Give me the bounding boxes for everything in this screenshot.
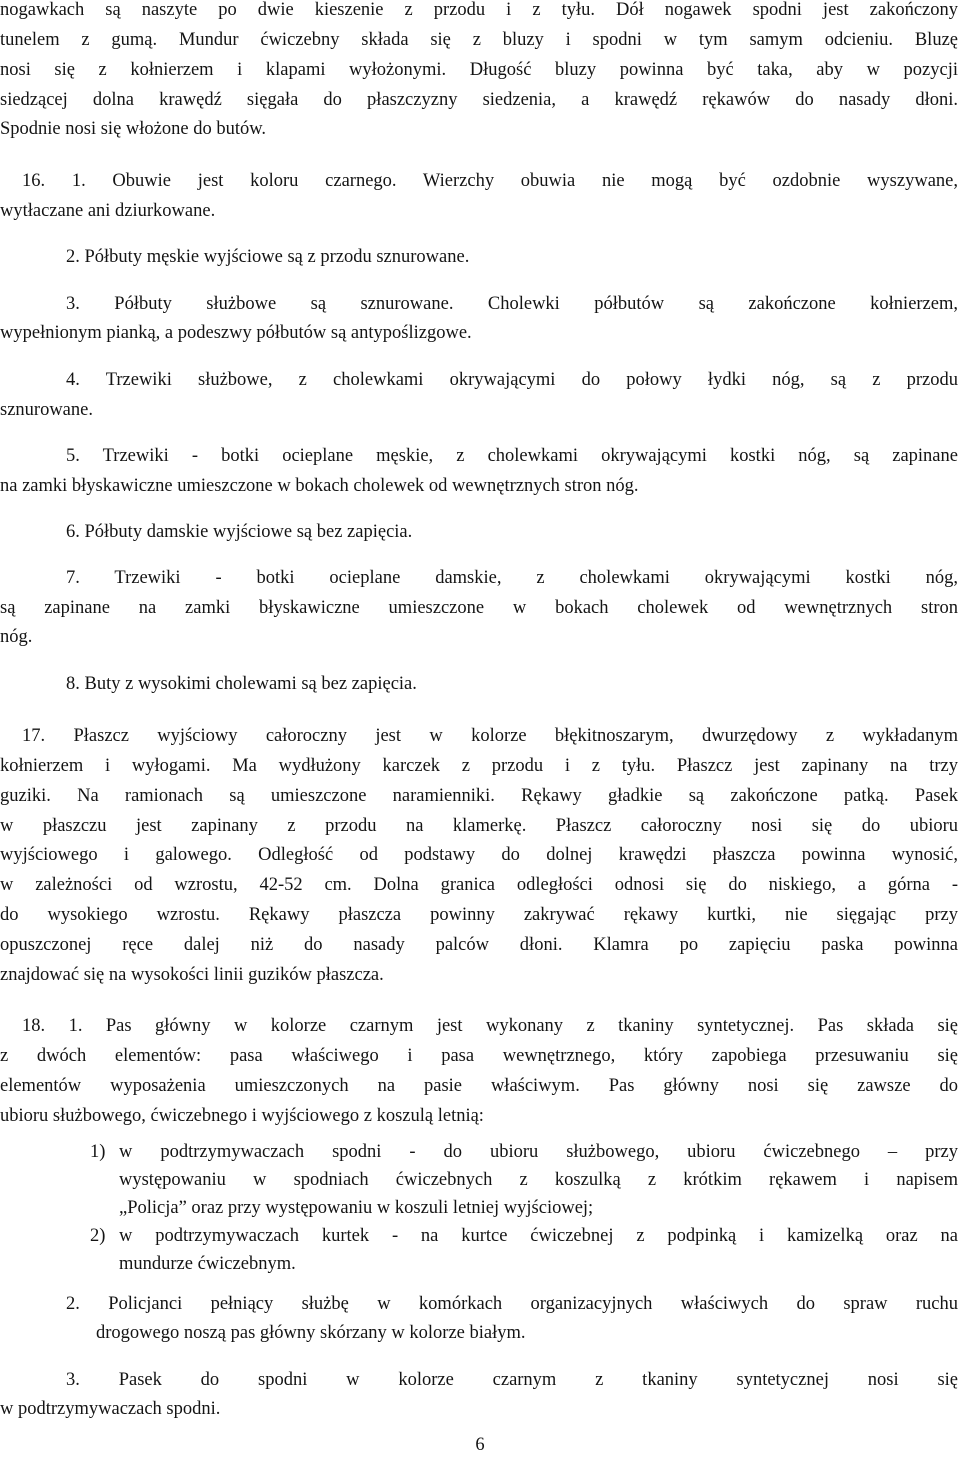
section-17-line: do wysokiego wzrostu. Rękawy płaszcza powinny zakrywać rękawy kurtki, nie sięgając przy [0,905,958,925]
section-18-item-2-line: drogowego noszą pas główny skórzany w kolorze białym. [96,1323,526,1343]
section-17-line: znajdować się na wysokości linii guzików płaszcza. [0,965,384,985]
sublist-item-2-line: mundurze ćwiczebnym. [119,1254,296,1274]
text-line: nosi się z kołnierzem i klapami wyłożonymi. Długość bluzy powinna być taka, aby w pozycji [0,60,958,80]
section-18-item-1-line: z dwóch elementów: pasa właściwego i pasa wewnętrznego, który zapobiega przesuwaniu się [0,1046,958,1066]
section-16-item-5-line: 5. Trzewiki - botki ocieplane męskie, z cholewkami okrywającymi kostki nóg, są zapinane [66,446,958,466]
section-16-item-6: 6. Półbuty damskie wyjściowe są bez zapięcia. [66,522,413,542]
section-18-item-1-line: 18. 1. Pas główny w kolorze czarnym jest wykonany z tkaniny syntetycznej. Pas składa się [22,1016,958,1036]
section-17-line: 17. Płaszcz wyjściowy całoroczny jest w kolorze błękitnoszarym, dwurzędowy z wykładanym [22,726,958,746]
section-16-item-7-line: są zapinane na zamki błyskawiczne umieszczone w bokach cholewek od wewnętrznych stron [0,598,958,618]
section-16-item-1-line: 16. 1. Obuwie jest koloru czarnego. Wierzchy obuwia nie mogą być ozdobnie wyszywane, [22,171,958,191]
sublist-item-2-line: w podtrzymywaczach kurtek - na kurtce ćwiczebnej z podpinką i kamizelką oraz na [119,1226,958,1246]
section-17-line: wyjściowego i galowego. Odległość od podstawy do dolnej krawędzi płaszcza powinna wynosić, [0,845,958,865]
section-17-line: kołnierzem i wyłogami. Ma wydłużony karczek z przodu i z tyłu. Płaszcz jest zapinany na trzy [0,756,958,776]
section-18-item-2-line: 2. Policjanci pełniący służbę w komórkach organizacyjnych właściwych do spraw ruchu [66,1294,958,1314]
text-line: siedzącej dolna krawędź sięgała do płaszczyzny siedzenia, a krawędź rękawów do nasady dłoni. [0,90,958,110]
section-16-item-7-line: nóg. [0,627,33,647]
section-17-line: w płaszczu jest zapinany z przodu na klamerkę. Płaszcz całoroczny nosi się do ubioru [0,816,958,836]
section-16-item-4-line: sznurowane. [0,400,93,420]
page-number: 6 [475,1435,485,1455]
section-16-item-7-line: 7. Trzewiki - botki ocieplane damskie, z cholewkami okrywającymi kostki nóg, [66,568,958,588]
sublist-item-1-line: w podtrzymywaczach spodni - do ubioru służbowego, ubioru ćwiczebnego – przy [119,1142,958,1162]
text-line: nogawkach są naszyte po dwie kieszenie z przodu i z tyłu. Dół nogawek spodni jest zakończony [0,0,958,20]
section-17-line: w zależności od wzrostu, 42-52 cm. Dolna granica odległości odnosi się do niskiego, a górna - [0,875,958,895]
section-18-item-3-line: w podtrzymywaczach spodni. [0,1399,221,1419]
section-16-item-1-line: wytłaczane ani dziurkowane. [0,201,216,221]
section-16-item-2: 2. Półbuty męskie wyjściowe są z przodu sznurowane. [66,247,470,267]
sublist-number: 2) [90,1226,106,1246]
section-18-item-1-line: elementów wyposażenia umieszczonych na pasie właściwym. Pas główny nosi się zawsze do [0,1076,958,1096]
section-18-item-3-line: 3. Pasek do spodni w kolorze czarnym z tkaniny syntetycznej nosi się [66,1370,958,1390]
section-18-item-1-line: ubioru służbowego, ćwiczebnego i wyjściowego z koszulą letnią: [0,1106,484,1126]
section-16-item-3-line: 3. Półbuty służbowe są sznurowane. Cholewki półbutów są zakończone kołnierzem, [66,294,958,314]
section-17-line: guziki. Na ramionach są umieszczone naramienniki. Rękawy gładkie są zakończone patką. Pasek [0,786,958,806]
section-16-item-8: 8. Buty z wysokimi cholewami są bez zapięcia. [66,674,417,694]
sublist-item-1-line: występowaniu w spodniach ćwiczebnych z koszulką z krótkim rękawem i napisem [119,1170,958,1190]
section-16-item-5-line: na zamki błyskawiczne umieszczone w bokach cholewek od wewnętrznych stron nóg. [0,476,639,496]
sublist-number: 1) [90,1142,106,1162]
section-16-item-3-line: wypełnionym pianką, a podeszwy półbutów są antypoślizgowe. [0,323,472,343]
section-17-line: opuszczonej ręce dalej niż do nasady palców dłoni. Klamra po zapięciu paska powinna [0,935,958,955]
section-16-item-4-line: 4. Trzewiki służbowe, z cholewkami okrywającymi do połowy łydki nóg, są z przodu [66,370,958,390]
text-line: tunelem z gumą. Mundur ćwiczebny składa się z bluzy i spodni w tym samym odcieniu. Bluzę [0,30,958,50]
sublist-item-1-line: „Policja” oraz przy występowaniu w koszuli letniej wyjściowej; [119,1198,594,1218]
text-line: Spodnie nosi się włożone do butów. [0,119,267,139]
